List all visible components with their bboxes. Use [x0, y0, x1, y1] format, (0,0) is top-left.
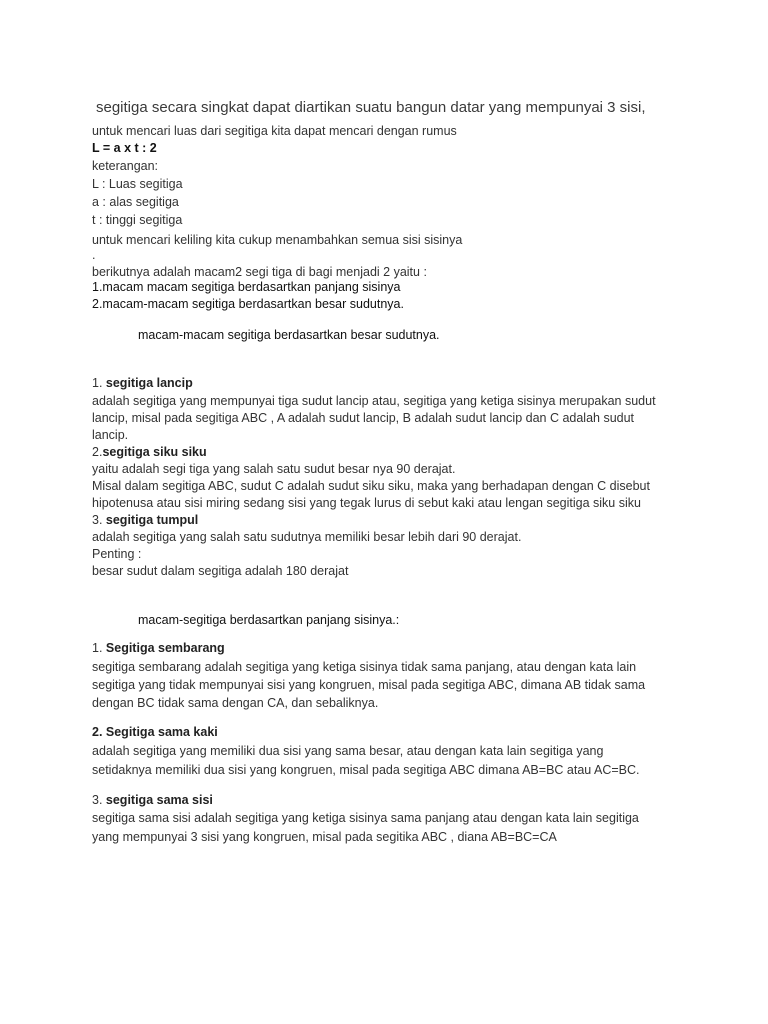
- angle-item-3-num: 3.: [92, 513, 106, 527]
- angle-item-1-title: segitiga lancip: [105, 376, 193, 390]
- side-item-3-line-2: yang mempunyai 3 sisi yang kongruen, misal pada segitika ABC , diana AB=BC=CA: [92, 830, 557, 844]
- side-item-2-title: 2. Segitiga sama kaki: [92, 725, 218, 739]
- angle-item-2-head: [92, 444, 207, 461]
- intro-line-keterangan: keterangan:: [92, 159, 159, 173]
- intro-line-2: untuk mencari luas dari segitiga kita dapat mencari dengan rumus: [92, 124, 457, 138]
- side-item-3-num: 3.: [92, 793, 106, 807]
- angle-item-1-head: [92, 375, 193, 392]
- angle-item-3-line-2: Penting :: [92, 547, 142, 561]
- intro-line-berikutnya: berikutnya adalah macam2 segi tiga di bagi menjadi 2 yaitu :: [92, 265, 427, 279]
- angle-item-2-num: 2.: [92, 445, 103, 459]
- angle-item-3-title: segitiga tumpul: [105, 513, 199, 527]
- side-item-3-title: segitiga sama sisi: [105, 793, 213, 807]
- area-formula: L = a x t : 2: [92, 141, 157, 155]
- intro-line-tinggi: t : tinggi segitiga: [92, 213, 183, 227]
- side-item-1-line-3: dengan BC tidak sama dengan CA, dan sebaliknya.: [92, 696, 379, 710]
- intro-line-keliling: untuk mencari keliling kita cukup menambahkan semua sisi sisinya: [92, 233, 463, 247]
- side-item-2-head: [92, 724, 218, 741]
- angle-item-2-line-2: Misal dalam segitiga ABC, sudut C adalah sudut siku siku, maka yang berhadapan dengan C disebut: [92, 479, 650, 493]
- intro-list-item-2: 2.macam-macam segitiga berdasartkan besar sudutnya.: [92, 297, 404, 311]
- side-item-1-title: Segitiga sembarang: [105, 641, 225, 655]
- section-angle-heading: macam-macam segitiga berdasartkan besar sudutnya.: [138, 328, 440, 342]
- side-item-3-line-1: segitiga sama sisi adalah segitiga yang ketiga sisinya sama panjang atau dengan kata lain segitiga: [92, 811, 639, 825]
- angle-item-1-num: 1.: [92, 376, 106, 390]
- intro-line-luas: L : Luas segitiga: [92, 177, 183, 191]
- angle-item-2-title: segitiga siku siku: [102, 445, 207, 459]
- angle-item-2-line-3: hipotenusa atau sisi miring sedang sisi yang tegak lurus di sebut kaki atau lengan segitiga siku siku: [92, 496, 641, 510]
- angle-item-3-line-1: adalah segitiga yang salah satu sudutnya memiliki besar lebih dari 90 derajat.: [92, 530, 522, 544]
- intro-line-dot: .: [92, 248, 96, 262]
- angle-item-3-head: [92, 512, 198, 529]
- side-item-2-line-2: setidaknya memiliki dua sisi yang kongruen, misal pada segitiga ABC dimana AB=BC atau AC=BC.: [92, 763, 640, 777]
- intro-line-1: segitiga secara singkat dapat diartikan suatu bangun datar yang mempunyai 3 sisi,: [96, 99, 646, 116]
- angle-item-3-line-3: besar sudut dalam segitiga adalah 180 derajat: [92, 564, 349, 578]
- angle-item-1-line-2: lancip, misal pada segitiga ABC , A adalah sudut lancip, B adalah sudut lancip dan C adalah sudut: [92, 411, 635, 425]
- side-item-3-head: [92, 792, 213, 809]
- side-item-2-line-1: adalah segitiga yang memiliki dua sisi yang sama besar, atau dengan kata lain segitiga yang: [92, 744, 604, 758]
- section-side-heading: macam-segitiga berdasartkan panjang sisinya.:: [138, 613, 400, 627]
- side-item-1-num: 1.: [92, 641, 106, 655]
- angle-item-1-line-3: lancip.: [92, 428, 129, 442]
- side-item-1-head: [92, 640, 225, 657]
- side-item-1-line-1: segitiga sembarang adalah segitiga yang ketiga sisinya tidak sama panjang, atau dengan kata lain: [92, 660, 637, 674]
- intro-list-item-1: 1.macam macam segitiga berdasartkan panjang sisinya: [92, 280, 401, 294]
- angle-item-1-line-1: adalah segitiga yang mempunyai tiga sudut lancip atau, segitiga yang ketiga sisinya merupakan sudut: [92, 394, 656, 408]
- side-item-1-line-2: segitiga yang tidak mempunyai sisi yang kongruen, misal pada segitiga ABC, dimana AB tidak sama: [92, 678, 646, 692]
- angle-item-2-line-1: yaitu adalah segi tiga yang salah satu sudut besar nya 90 derajat.: [92, 462, 456, 476]
- intro-line-alas: a : alas segitiga: [92, 195, 179, 209]
